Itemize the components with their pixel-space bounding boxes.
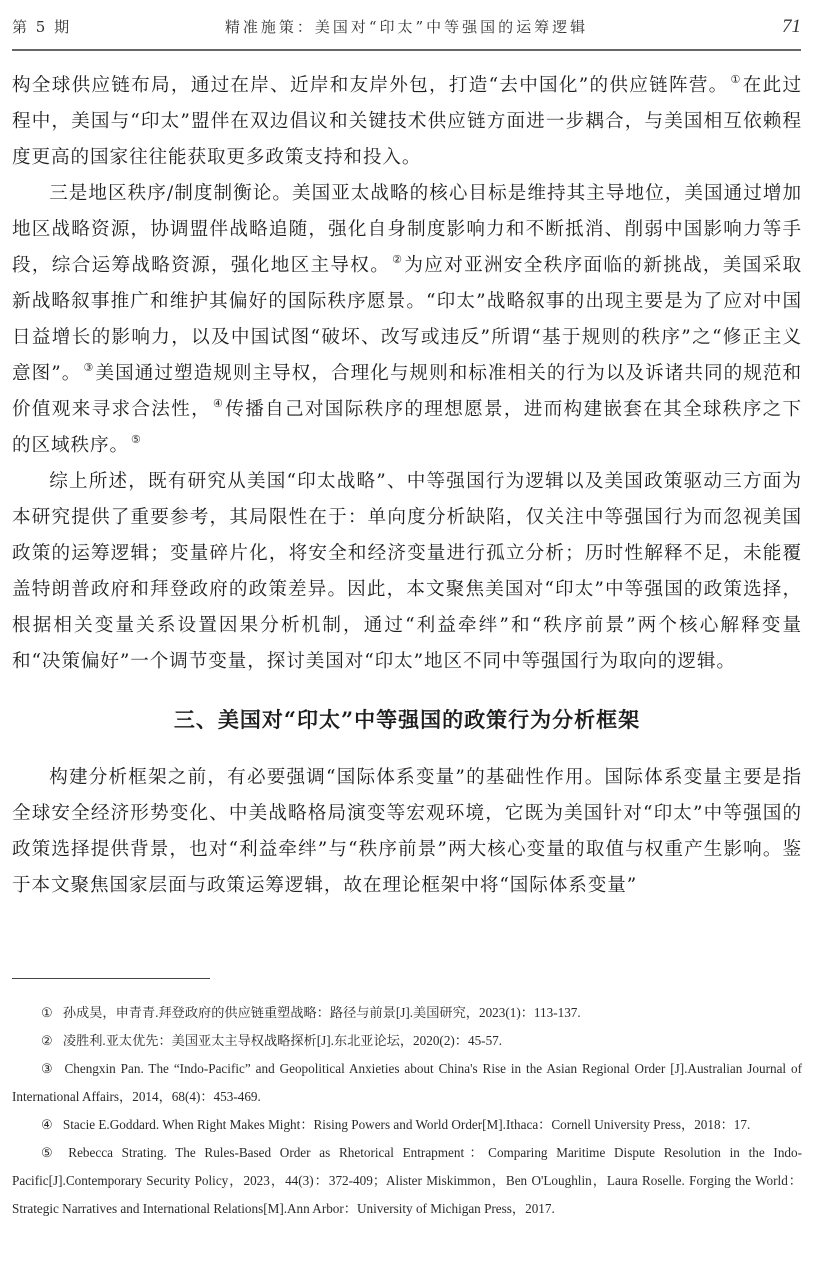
paragraph-4: 构建分析框架之前，有必要强调“国际体系变量”的基础性作用。国际体系变量主要是指全球安全经济形势变化、中美战略格局演变等宏观环境，它既为美国针对“印太”中等强国的政策选择提供背景，也对“利益牵绊”与“秩序前景”两大核心变量的取值与权重产生影响。鉴于本文聚焦国家层面与政策运筹逻辑，故在理论框架中将“国际体系变量”: [12, 767, 802, 896]
footnote-text: 凌胜利.亚太优先：美国亚太主导权战略探析[J].东北亚论坛，2020(2)：45-57.: [62, 1033, 503, 1048]
text: 在此过程中，美国与“印太”盟伴在双边倡议和关键技术供应链方面进一步耦合，与美国相互依赖程度更高的国家往往能获取更多政策支持和投入。: [12, 75, 802, 168]
footnote-text: Rebecca Strating. The Rules-Based Order as Rhetorical Entrapment：Comparing Maritime Dispute Resolution in the Indo-Pacific[J].Contemporary Security Policy，2023，44(3)：372-409；Alister Miskimmon，Ben O'Loughlin，Laura Roselle. Forging the World：Strategic Narratives and International Relations[M].Ann Arbor：University of Michigan Press，2017.: [12, 1145, 802, 1216]
section-heading: 三、美国对“印太”中等强国的政策行为分析框架: [173, 707, 641, 732]
footnote-2: [12, 1027, 802, 1055]
footnote-1: [12, 999, 802, 1027]
text: 美国通过塑造规则主导权，合理化与规则和标准相关的行为以及诉诸共同的规范和价值观来寻求合法性，: [12, 363, 802, 420]
running-header: [12, 10, 801, 46]
footnote-4: [12, 1111, 802, 1139]
footnote-ref-5[interactable]: ⑤: [130, 433, 141, 446]
footnote-text: 孙成昊，申青青.拜登政府的供应链重塑战略：路径与前景[J].美国研究，2023(1)：113-137.: [62, 1005, 581, 1020]
text: 构全球供应链布局，通过在岸、近岸和友岸外包，打造“去中国化”的供应链阵营。: [12, 75, 729, 96]
paragraph-1: [12, 68, 802, 176]
paragraph-3: 综上所述，既有研究从美国“印太战略”、中等强国行为逻辑以及美国政策驱动三方面为本研究提供了重要参考，其局限性在于：单向度分析缺陷，仅关注中等强国行为而忽视美国政策的运筹逻辑；变量碎片化，将安全和经济变量进行孤立分析；历时性解释不足，未能覆盖特朗普政府和拜登政府的政策差异。因此，本文聚焦美国对“印太”中等强国的政策选择，根据相关变量关系设置因果分析机制，通过“利益牵绊”和“秩序前景”两个核心解释变量和“决策偏好”一个调节变量，探讨美国对“印太”地区不同中等强国行为取向的逻辑。: [12, 471, 802, 672]
footnote-ref-3[interactable]: ③: [83, 361, 94, 374]
footnote-mark: ⑤: [41, 1145, 59, 1160]
footnote-mark: ④: [41, 1117, 53, 1132]
footnote-5: [12, 1139, 802, 1223]
page-number: 71: [782, 16, 801, 37]
issue-number: 第 5 期: [12, 18, 72, 36]
footnote-ref-4[interactable]: ④: [213, 397, 224, 410]
text: 为应对亚洲安全秩序面临的新挑战，美国采取新战略叙事推广和维护其偏好的国际秩序愿景。“印太”战略叙事的出现主要是为了应对中国日益增长的影响力，以及中国试图“破坏、改写或违反”所谓“基于规则的秩序”之“修正主义意图”。: [12, 255, 802, 384]
footnote-text: Chengxin Pan. The “Indo-Pacific” and Geopolitical Anxieties about China's Rise in the Asian Regional Order [J].Australian Journal of International Affairs，2014，68(4)：453-469.: [12, 1061, 802, 1104]
footnotes: [12, 999, 802, 1223]
footnote-3: [12, 1055, 802, 1111]
article-body: [12, 68, 802, 904]
footnote-mark: ①: [41, 1005, 53, 1020]
footnote-mark: ③: [41, 1061, 55, 1076]
text: 三是地区秩序/制度制衡论。美国亚太战略的核心目标是维持其主导地位，美国通过增加地区战略资源，协调盟伴战略追随，强化自身制度影响力和不断抵消、削弱中国影响力等手段，综合运筹战略资源，强化地区主导权。: [12, 183, 802, 276]
running-title: 精准施策：美国对“印太”中等强国的运筹逻辑: [224, 18, 589, 36]
footnote-mark: ②: [41, 1033, 53, 1048]
header-divider: [12, 49, 801, 51]
paragraph-2: [12, 176, 802, 464]
text: 传播自己对国际秩序的理想愿景，进而构建嵌套在其全球秩序之下的区域秩序。: [12, 399, 802, 456]
footnote-divider: [12, 978, 210, 979]
footnote-ref-1[interactable]: ①: [730, 73, 741, 86]
footnote-ref-2[interactable]: ②: [392, 253, 403, 266]
footnote-text: Stacie E.Goddard. When Right Makes Might：Rising Powers and World Order[M].Ithaca：Cornell University Press，2018：17.: [62, 1117, 751, 1132]
